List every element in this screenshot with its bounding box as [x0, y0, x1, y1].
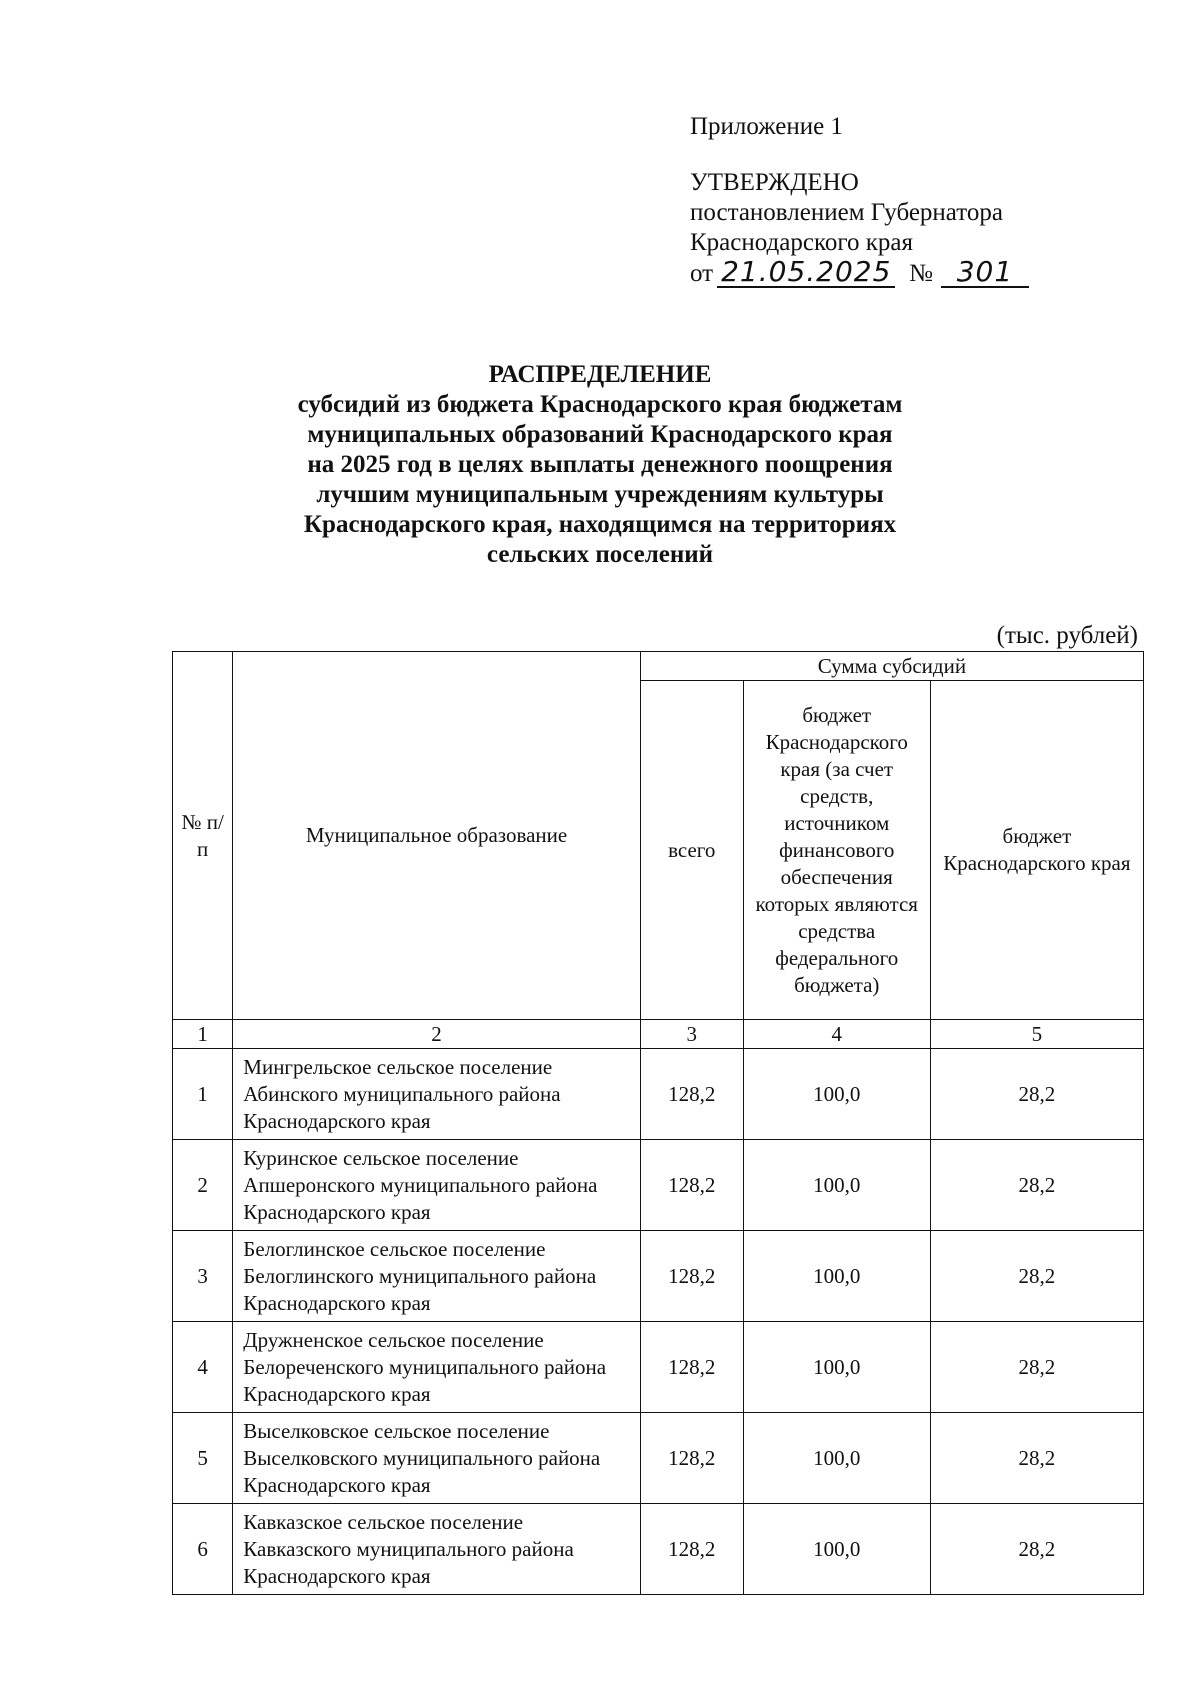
- table-row: [173, 1413, 1144, 1504]
- subsidy-table: [172, 651, 1144, 1595]
- approved-label: УТВЕРЖДЕНО: [690, 169, 859, 196]
- header-num: № п/п: [173, 652, 233, 1020]
- row-municipality: Мингрельское сельское поселение Абинского муниципального района Краснодарского края: [233, 1049, 641, 1140]
- column-number: 3: [640, 1020, 743, 1049]
- handwritten-number: 301: [941, 258, 1029, 288]
- row-number: 2: [173, 1140, 233, 1231]
- row-regional: 28,2: [930, 1231, 1143, 1322]
- row-total: 128,2: [640, 1504, 743, 1595]
- column-number: 2: [233, 1020, 641, 1049]
- row-federal: 100,0: [743, 1231, 930, 1322]
- column-number: 1: [173, 1020, 233, 1049]
- number-label: №: [909, 260, 933, 287]
- row-federal: 100,0: [743, 1322, 930, 1413]
- title-line: муниципальных образований Краснодарского края: [307, 421, 893, 448]
- row-federal: 100,0: [743, 1413, 930, 1504]
- row-regional: 28,2: [930, 1413, 1143, 1504]
- title-line: Краснодарского края, находящимся на территориях: [303, 511, 897, 538]
- row-municipality: Кавказское сельское поселение Кавказского муниципального района Краснодарского края: [233, 1504, 641, 1595]
- table-row: [173, 1140, 1144, 1231]
- row-total: 128,2: [640, 1231, 743, 1322]
- row-federal: 100,0: [743, 1140, 930, 1231]
- row-regional: 28,2: [930, 1140, 1143, 1231]
- header-total: всего: [640, 681, 743, 1020]
- header-regional: бюджет Краснодарского края: [930, 681, 1143, 1020]
- header-subsidy-sum: Сумма субсидий: [640, 652, 1143, 681]
- title-line: лучшим муниципальным учреждениям культуры: [316, 481, 884, 508]
- header-municipality: Муниципальное образование: [233, 652, 641, 1020]
- column-number: 4: [743, 1020, 930, 1049]
- table-row: [173, 1322, 1144, 1413]
- row-regional: 28,2: [930, 1049, 1143, 1140]
- row-number: 1: [173, 1049, 233, 1140]
- title-heading: РАСПРЕДЕЛЕНИЕ: [488, 361, 712, 388]
- approval-line-2: Краснодарского края: [690, 229, 913, 256]
- row-municipality: Белоглинское сельское поселение Белоглинского муниципального района Краснодарского края: [233, 1231, 641, 1322]
- row-total: 128,2: [640, 1413, 743, 1504]
- approval-block: [690, 112, 1110, 289]
- from-label: от: [690, 260, 714, 287]
- row-municipality: Дружненское сельское поселение Белореченского муниципального района Краснодарского края: [233, 1322, 641, 1413]
- handwritten-date: 21.05.2025: [717, 258, 895, 288]
- document-title: [200, 360, 1000, 570]
- row-total: 128,2: [640, 1049, 743, 1140]
- approval-line-1: постановлением Губернатора: [690, 199, 1003, 226]
- header-federal: бюджет Краснодарского края (за счет средств, источником финансового обеспечения которых являются средства федерального бюджета): [743, 681, 930, 1020]
- row-federal: 100,0: [743, 1049, 930, 1140]
- row-total: 128,2: [640, 1322, 743, 1413]
- row-number: 3: [173, 1231, 233, 1322]
- column-number-row: [173, 1020, 1144, 1049]
- column-number: 5: [930, 1020, 1143, 1049]
- units-label: (тыс. рублей): [996, 622, 1138, 649]
- row-number: 6: [173, 1504, 233, 1595]
- table-row: [173, 1231, 1144, 1322]
- row-federal: 100,0: [743, 1504, 930, 1595]
- table-row: [173, 1504, 1144, 1595]
- title-line: субсидий из бюджета Краснодарского края бюджетам: [297, 391, 903, 418]
- row-number: 5: [173, 1413, 233, 1504]
- row-regional: 28,2: [930, 1504, 1143, 1595]
- title-line: сельских поселений: [486, 541, 714, 568]
- decree-reference: [690, 255, 1110, 289]
- row-municipality: Выселковское сельское поселение Выселковского муниципального района Краснодарского края: [233, 1413, 641, 1504]
- table-row: [173, 1049, 1144, 1140]
- title-line: на 2025 год в целях выплаты денежного поощрения: [307, 451, 893, 478]
- row-municipality: Куринское сельское поселение Апшеронского муниципального района Краснодарского края: [233, 1140, 641, 1231]
- row-total: 128,2: [640, 1140, 743, 1231]
- appendix-label: Приложение 1: [690, 113, 843, 140]
- row-number: 4: [173, 1322, 233, 1413]
- row-regional: 28,2: [930, 1322, 1143, 1413]
